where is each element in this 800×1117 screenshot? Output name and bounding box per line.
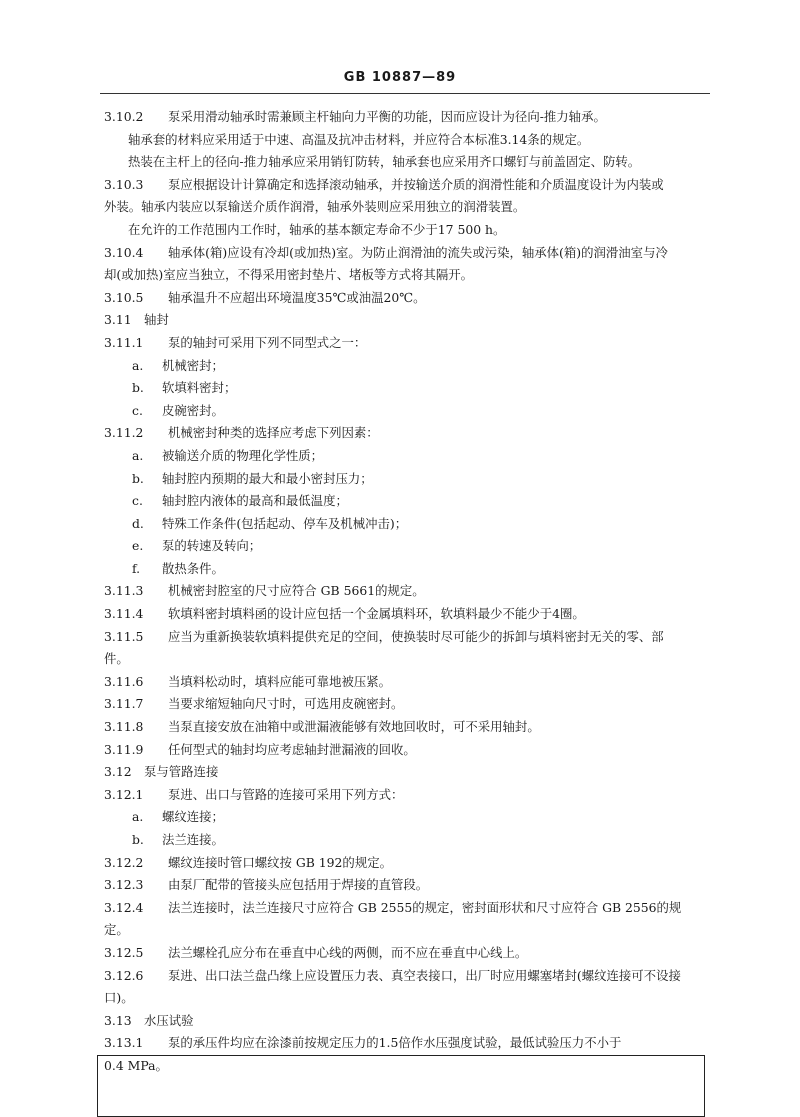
clause-number: 3.12 [104,764,132,780]
list-item [104,490,724,513]
clause-number: 3.11.1 [104,334,144,350]
clause-number: 3.11.8 [104,719,144,735]
list-item-text: 机械密封； [162,357,224,373]
list-item [104,806,724,829]
list-item-letter: a. [132,447,144,463]
list-item [104,355,724,378]
clause-text: 机械密封腔室的尺寸应符合 GB 5661的规定。 [168,583,425,599]
list-item-text: 散热条件。 [162,560,224,576]
clause-number: 3.12.2 [104,854,144,870]
continuation-line: 口)。 [104,990,134,1006]
standard-number-header: GB 10887—89 [343,70,457,85]
clause-text: 水压试验 [144,1012,194,1028]
clause-number: 3.10.5 [104,289,144,305]
clause-text: 轴承体(箱)应设有冷却(或加热)室。为防止润滑油的流失或污染，轴承体(箱)的润滑油室与冷 [168,244,668,260]
clause-text: 软填料密封填料函的设计应包括一个金属填料环，软填料最少不能少于4圈。 [168,606,585,622]
list-item-text: 法兰连接。 [162,832,224,847]
clause-number: 3.10.4 [104,244,144,260]
clause-number: 3.12.3 [104,877,144,893]
clause-number: 3.12.6 [104,967,144,983]
list-item-text: 皮碗密封。 [162,402,224,418]
clause-line [104,603,724,626]
list-item-letter: b. [132,380,144,396]
document-body [104,106,724,1078]
clause-number: 3.13 [104,1012,132,1028]
list-item-letter: c. [132,402,143,418]
clause-line [104,242,724,265]
paragraph-line: 轴承套的材料应采用适于中速、高温及抗冲击材料，并应符合本标准3.14条的规定。 [128,131,590,147]
clause-line [104,626,724,649]
clause-text: 螺纹连接时管口螺纹按 GB 192的规定。 [168,854,392,870]
clause-line [104,942,724,965]
list-item-letter: a. [132,357,144,373]
list-item [104,535,724,558]
clause-text: 泵的承压件均应在涂漆前按规定压力的1.5倍作水压强度试验，最低试验压力不小于 [168,1035,622,1051]
list-item [104,829,724,852]
clause-number: 3.10.3 [104,176,144,192]
clause-number: 3.12.5 [104,944,144,960]
list-item-letter: c. [132,493,143,509]
clause-line [104,422,724,445]
clause-text: 由泵厂配带的管接头应包括用于焊接的直管段。 [168,877,429,893]
clause-text: 法兰螺栓孔应分布在垂直中心线的两侧，而不应在垂直中心线上。 [168,944,528,960]
clause-text: 当填料松动时，填料应能可靠地被压紧。 [168,673,392,689]
clause-text: 当泵直接安放在油箱中或泄漏液能够有效地回收时，可不采用轴封。 [168,719,540,735]
list-item [104,377,724,400]
clause-text: 法兰连接时，法兰连接尺寸应符合 GB 2555的规定，密封面形状和尺寸应符合 GB 2556的规 [168,899,682,915]
clause-line [104,309,724,332]
list-item [104,445,724,468]
list-item [104,468,724,491]
clause-line [104,287,724,310]
clause-text: 泵进、出口法兰盘凸缘上应设置压力表、真空表接口，出厂时应用螺塞堵封(螺纹连接可不设接 [168,967,681,983]
clause-number: 3.11.7 [104,696,144,712]
clause-number: 3.11.4 [104,606,144,622]
clause-line [104,671,724,694]
list-item-text: 轴封腔内液体的最高和最低温度； [162,493,348,509]
clause-text: 当要求缩短轴向尺寸时，可选用皮碗密封。 [168,696,404,712]
clause-line [104,784,724,807]
clause-line [104,761,724,784]
clause-text: 轴封 [144,312,169,328]
continuation-line: 件。 [104,651,129,667]
clause-text: 任何型式的轴封均应考虑轴封泄漏液的回收。 [168,741,416,757]
paragraph-line: 热装在主杆上的径向-推力轴承应采用销钉防转，轴承套也应采用齐口螺钉与前盖固定、防转。 [128,154,641,170]
bottom-frame-box [97,1055,705,1117]
clause-number: 3.12.4 [104,899,144,915]
list-item-letter: f. [132,560,141,576]
clause-number: 3.11.2 [104,425,144,441]
list-item-text: 软填料密封； [162,380,237,396]
list-item-text: 被输送介质的物理化学性质； [162,447,324,463]
list-item-letter: b. [132,470,144,486]
paragraph-line: 在允许的工作范围内工作时，轴承的基本额定寿命不少于17 500 h。 [128,221,506,237]
clause-line [104,1032,724,1055]
list-item [104,513,724,536]
continuation-line: 0.4 MPa。 [104,1057,168,1073]
clause-line [104,106,724,129]
clause-number: 3.11.9 [104,741,144,757]
clause-text: 轴承温升不应超出环境温度35℃或油温20℃。 [168,289,426,305]
list-item-text: 特殊工作条件(包括起动、停车及机械冲击)； [162,515,408,531]
clause-line [104,332,724,355]
list-item-letter: d. [132,515,144,531]
clause-text: 泵采用滑动轴承时需兼顾主杆轴向力平衡的功能，因而应设计为径向-推力轴承。 [168,109,606,124]
clause-line [104,693,724,716]
clause-number: 3.11.6 [104,673,144,689]
list-item-text: 轴封腔内预期的最大和最小密封压力； [162,470,373,486]
clause-line [104,874,724,897]
clause-text: 泵与管路连接 [144,764,219,780]
list-item-letter: a. [132,809,144,825]
list-item-letter: e. [132,538,144,554]
continuation-line: 外装。轴承内装应以泵输送介质作润滑，轴承外装则应采用独立的润滑装置。 [104,199,526,215]
clause-line [104,174,724,197]
list-item-text: 泵的转速及转向； [162,538,262,554]
clause-number: 3.13.1 [104,1035,144,1051]
clause-line [104,852,724,875]
list-item-text: 螺纹连接； [162,809,224,825]
clause-line [104,1010,724,1033]
list-item [104,400,724,423]
list-item [104,558,724,581]
clause-text: 机械密封种类的选择应考虑下列因素： [168,425,379,441]
clause-text: 泵应根据设计计算确定和选择滚动轴承，并按输送介质的润滑性能和介质温度设计为内装或 [168,176,664,192]
clause-number: 3.11.5 [104,628,144,644]
clause-line [104,716,724,739]
clause-line [104,897,724,920]
list-item-letter: b. [132,832,144,847]
clause-number: 3.10.2 [104,109,144,124]
continuation-line: 却(或加热)室应当独立，不得采用密封垫片、堵板等方式将其隔开。 [104,267,473,283]
clause-line [104,965,724,988]
clause-line [104,739,724,762]
continuation-line: 定。 [104,922,129,938]
header-divider [100,93,710,94]
clause-line [104,580,724,603]
clause-number: 3.11.3 [104,583,144,599]
clause-number: 3.12.1 [104,786,144,802]
clause-text: 泵的轴封可采用下列不同型式之一： [168,334,367,350]
clause-number: 3.11 [104,312,132,328]
clause-text: 应当为重新换装软填料提供充足的空间，使换装时尽可能少的拆卸与填料密封无关的零、部 [168,628,664,644]
clause-text: 泵进、出口与管路的连接可采用下列方式： [168,786,404,802]
